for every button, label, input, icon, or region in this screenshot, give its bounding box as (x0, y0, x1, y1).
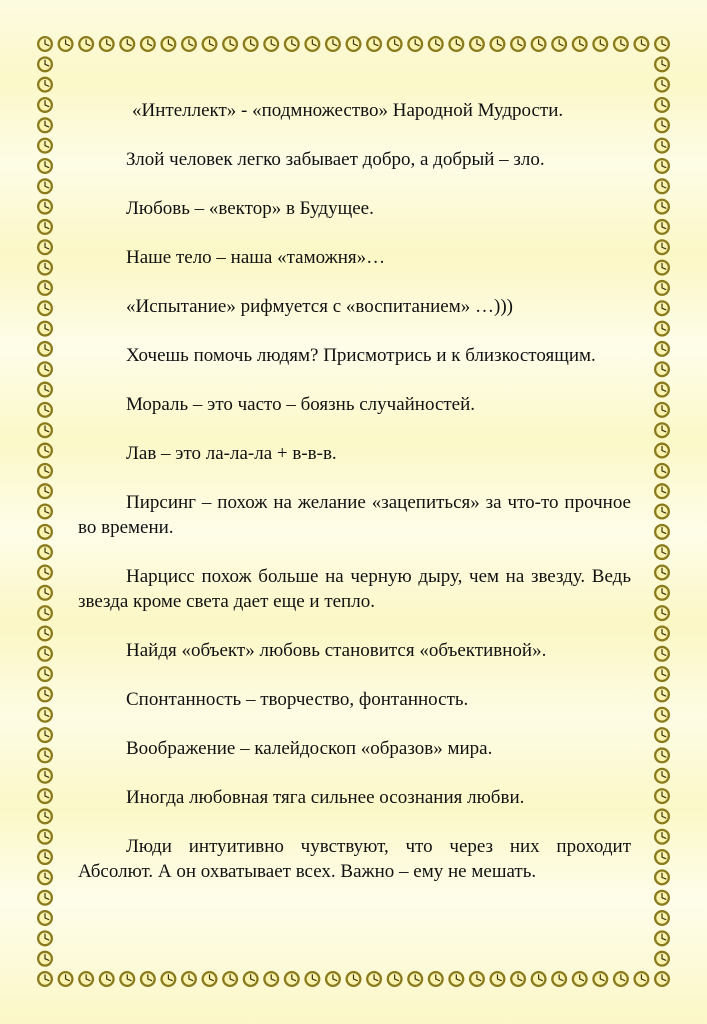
clock-icon (37, 666, 53, 682)
clock-icon (633, 36, 649, 52)
clock-icon (531, 971, 547, 987)
clock-icon (654, 910, 670, 926)
clock-icon (325, 971, 341, 987)
clock-icon (202, 36, 218, 52)
clock-icon (37, 36, 53, 52)
clock-icon (654, 36, 670, 52)
clock-icon (654, 585, 670, 601)
clock-icon (37, 382, 53, 398)
clock-icon (654, 280, 670, 296)
clock-icon (346, 36, 362, 52)
clock-icon (160, 36, 176, 52)
clock-icon (140, 36, 156, 52)
clock-icon (654, 97, 670, 113)
clock-icon (654, 747, 670, 763)
clock-icon (654, 564, 670, 580)
clock-icon (263, 36, 279, 52)
paragraph: Мораль – это часто – боязнь случайностей. (126, 394, 476, 415)
clock-icon (37, 951, 53, 967)
clock-icon (58, 36, 74, 52)
clock-icon (654, 260, 670, 276)
clock-icon (325, 36, 341, 52)
paragraph: Нарцисс похож больше на черную дыру, чем на звезду. Ведь звезда кроме света дает еще и тепло. (78, 566, 631, 612)
clock-icon (37, 56, 53, 72)
document-body (78, 98, 631, 884)
clock-icon (37, 747, 53, 763)
clock-icon (654, 117, 670, 133)
clock-icon (284, 971, 300, 987)
clock-icon (654, 808, 670, 824)
clock-icon (37, 869, 53, 885)
clock-icon (428, 971, 444, 987)
clock-icon (510, 36, 526, 52)
clock-icon (222, 36, 238, 52)
clock-icon (654, 422, 670, 438)
clock-icon (387, 971, 403, 987)
clock-icon (654, 219, 670, 235)
clock-icon (654, 239, 670, 255)
paragraph: «Испытание» рифмуется с «воспитанием» …))) (126, 296, 513, 317)
clock-icon (654, 666, 670, 682)
paragraph: Любовь – «вектор» в Будущее. (126, 198, 374, 219)
clock-icon (37, 97, 53, 113)
clock-icon (58, 971, 74, 987)
clock-icon (654, 158, 670, 174)
paragraph: Лав – это ла-ла-ла + в-в-в. (126, 443, 337, 464)
clock-icon (551, 36, 567, 52)
clock-icon (654, 300, 670, 316)
clock-icon (654, 524, 670, 540)
paragraph: Злой человек легко забывает добро, а добрый – зло. (126, 149, 545, 170)
clock-icon (119, 36, 135, 52)
clock-icon (428, 36, 444, 52)
clock-icon (37, 808, 53, 824)
clock-icon (37, 524, 53, 540)
clock-icon (592, 971, 608, 987)
clock-icon (654, 321, 670, 337)
clock-icon (304, 36, 320, 52)
clock-icon (37, 971, 53, 987)
clock-icon (37, 260, 53, 276)
clock-icon (654, 686, 670, 702)
clock-icon (37, 239, 53, 255)
clock-icon (346, 971, 362, 987)
clock-icon (37, 788, 53, 804)
clock-icon (654, 483, 670, 499)
paragraph: Хочешь помочь людям? Присмотрись и к близкостоящим. (126, 345, 596, 366)
clock-icon (489, 36, 505, 52)
clock-icon (37, 605, 53, 621)
clock-icon (572, 971, 588, 987)
clock-icon (222, 971, 238, 987)
clock-icon (304, 971, 320, 987)
clock-icon (654, 951, 670, 967)
clock-icon (119, 971, 135, 987)
clock-icon (654, 361, 670, 377)
clock-icon (654, 463, 670, 479)
clock-icon (510, 971, 526, 987)
clock-icon (181, 36, 197, 52)
clock-icon (202, 971, 218, 987)
clock-icon (469, 36, 485, 52)
clock-icon (37, 463, 53, 479)
clock-icon (489, 971, 505, 987)
clock-icon (37, 625, 53, 641)
clock-icon (654, 625, 670, 641)
clock-icon (654, 178, 670, 194)
clock-icon (654, 646, 670, 662)
clock-icon (37, 341, 53, 357)
clock-icon (654, 56, 670, 72)
clock-icon (37, 768, 53, 784)
clock-icon (448, 36, 464, 52)
paragraph: Найдя «объект» любовь становится «объективной». (126, 640, 547, 661)
clock-icon (448, 971, 464, 987)
clock-icon (37, 361, 53, 377)
clock-icon (37, 910, 53, 926)
clock-icon (654, 504, 670, 520)
clock-icon (531, 36, 547, 52)
clock-icon (654, 382, 670, 398)
clock-icon (37, 321, 53, 337)
clock-icon (654, 849, 670, 865)
clock-icon (37, 77, 53, 93)
clock-icon (37, 117, 53, 133)
clock-icon (37, 300, 53, 316)
clock-icon (37, 158, 53, 174)
clock-icon (37, 443, 53, 459)
clock-icon (37, 646, 53, 662)
clock-icon (37, 178, 53, 194)
clock-icon (387, 36, 403, 52)
clock-icon (37, 930, 53, 946)
clock-icon (654, 869, 670, 885)
clock-icon (654, 971, 670, 987)
clock-icon (37, 585, 53, 601)
clock-icon (37, 849, 53, 865)
clock-icon (551, 971, 567, 987)
clock-icon (37, 890, 53, 906)
clock-icon (37, 138, 53, 154)
clock-icon (613, 36, 629, 52)
clock-icon (37, 504, 53, 520)
clock-icon (37, 280, 53, 296)
clock-icon (99, 36, 115, 52)
clock-icon (181, 971, 197, 987)
clock-icon (654, 341, 670, 357)
clock-icon (654, 605, 670, 621)
paragraph: Наше тело – наша «таможня»… (126, 247, 386, 268)
clock-icon (78, 971, 94, 987)
clock-icon (37, 686, 53, 702)
clock-icon (37, 564, 53, 580)
clock-icon (654, 768, 670, 784)
paragraph: Воображение – калейдоскоп «образов» мира. (126, 738, 493, 759)
clock-icon (366, 36, 382, 52)
clock-icon (140, 971, 156, 987)
paragraph-title: «Интеллект» - «подмножество» Народной Мудрости. (132, 100, 564, 121)
clock-icon (654, 544, 670, 560)
clock-icon (469, 971, 485, 987)
clock-icon (654, 443, 670, 459)
clock-icon (592, 36, 608, 52)
clock-icon (654, 138, 670, 154)
clock-icon (37, 402, 53, 418)
clock-icon (243, 36, 259, 52)
clock-icon (78, 36, 94, 52)
clock-icon (654, 930, 670, 946)
clock-icon (37, 727, 53, 743)
clock-icon (37, 483, 53, 499)
clock-icon (654, 788, 670, 804)
clock-icon (37, 544, 53, 560)
clock-icon (99, 971, 115, 987)
paragraph: Люди интуитивно чувствуют, что через них проходит Абсолют. А он охватывает всех. Важно – ему не мешать. (78, 836, 631, 882)
clock-icon (160, 971, 176, 987)
clock-icon (654, 890, 670, 906)
clock-icon (654, 402, 670, 418)
clock-icon (654, 829, 670, 845)
clock-icon (263, 971, 279, 987)
paragraph: Спонтанность – творчество, фонтанность. (126, 689, 469, 710)
clock-icon (407, 36, 423, 52)
clock-icon (37, 422, 53, 438)
clock-icon (366, 971, 382, 987)
clock-icon (243, 971, 259, 987)
clock-icon (654, 727, 670, 743)
clock-icon (572, 36, 588, 52)
clock-icon (613, 971, 629, 987)
clock-icon (37, 199, 53, 215)
clock-icon (654, 77, 670, 93)
clock-icon (37, 829, 53, 845)
clock-icon (654, 199, 670, 215)
clock-icon (284, 36, 300, 52)
clock-icon (37, 707, 53, 723)
paragraph: Иногда любовная тяга сильнее осознания любви. (126, 787, 525, 808)
clock-icon (633, 971, 649, 987)
paragraph: Пирсинг – похож на желание «зацепиться» за что-то прочное во времени. (78, 492, 631, 538)
clock-icon (654, 707, 670, 723)
clock-icon (37, 219, 53, 235)
clock-icon (407, 971, 423, 987)
